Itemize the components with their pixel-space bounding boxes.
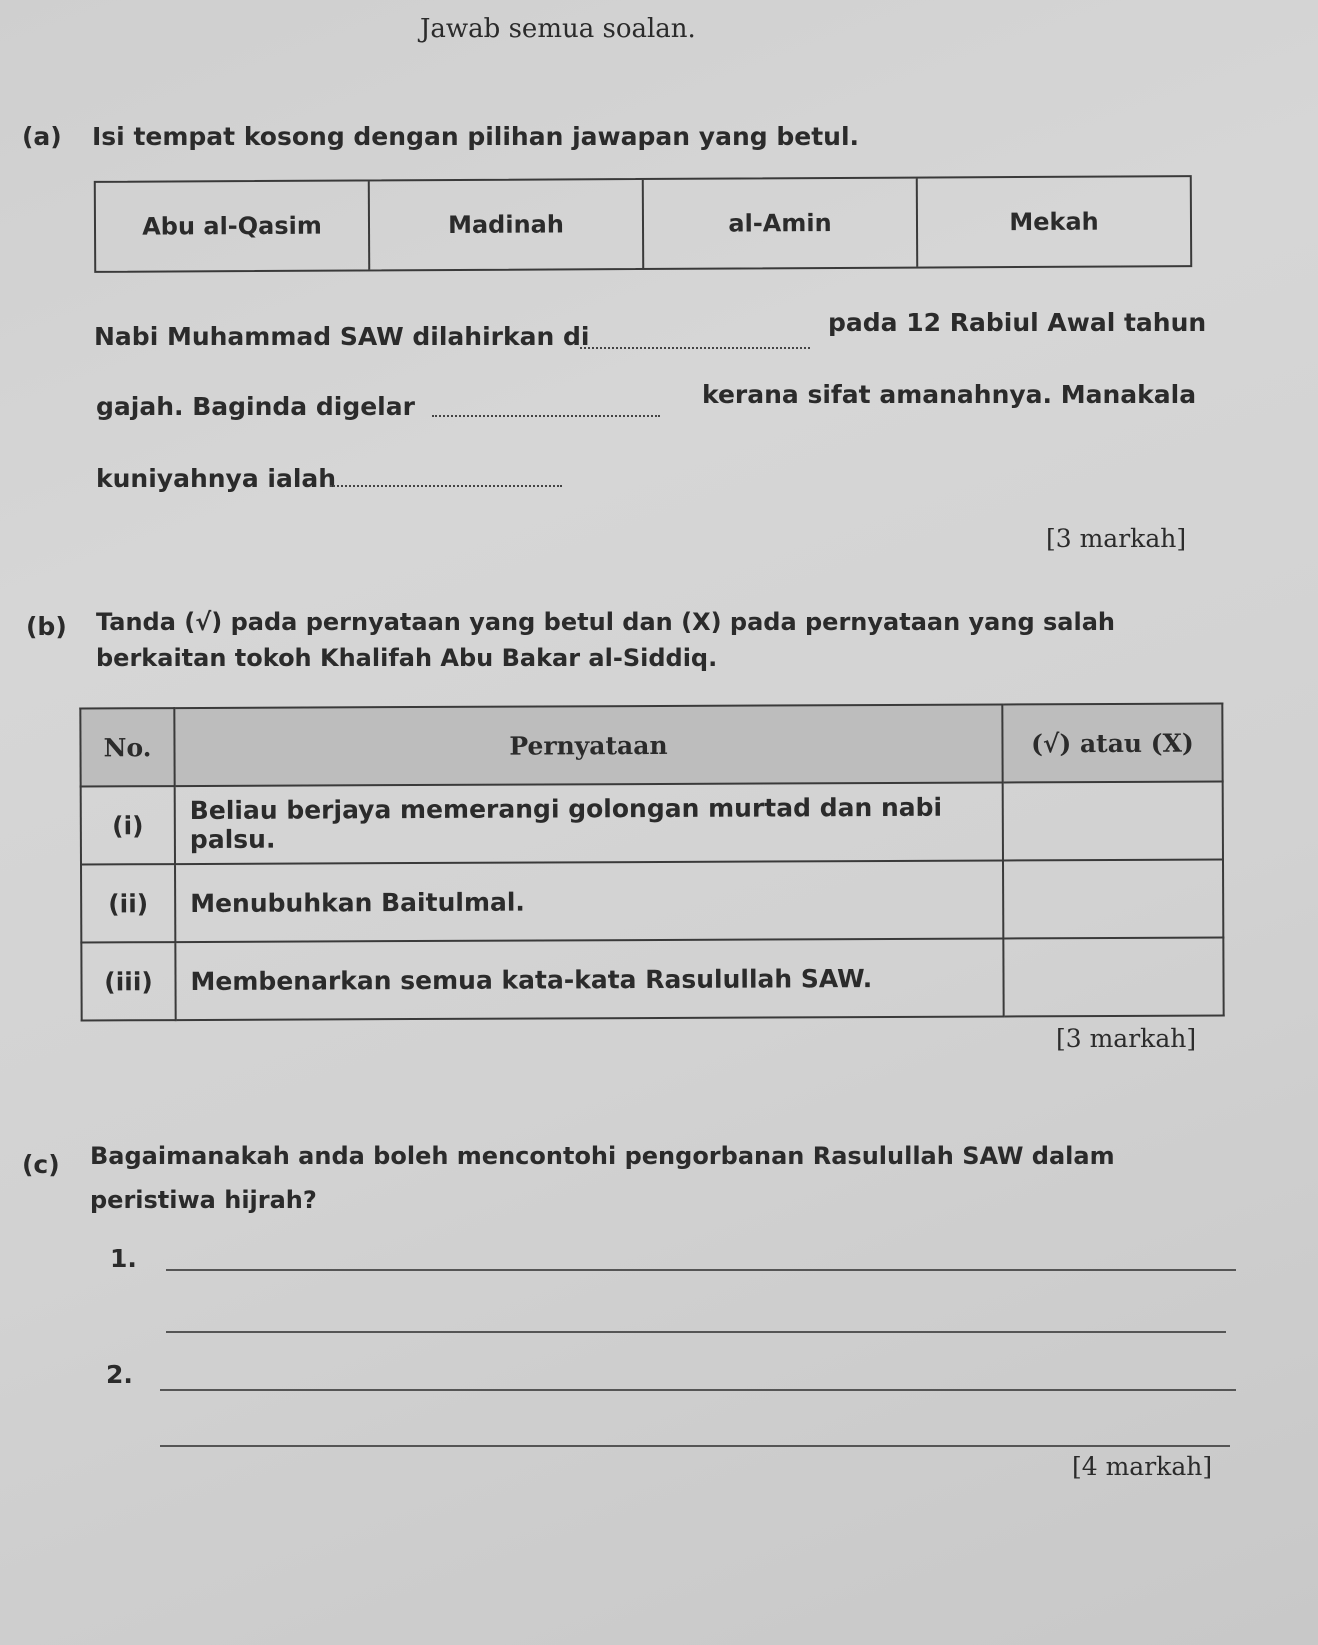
instruction-text: Jawab semua soalan. [420, 14, 696, 44]
fill-sentence-1-start: Nabi Muhammad SAW dilahirkan di [94, 322, 590, 351]
row-statement: Membenarkan semua kata-kata Rasulullah SAW. [175, 938, 1003, 1020]
row-mark-cell[interactable] [1003, 860, 1223, 939]
answer-number-1: 1. [110, 1244, 137, 1273]
part-c-prompt-line2: peristiwa hijrah? [90, 1186, 317, 1214]
row-mark-cell[interactable] [1003, 938, 1223, 1017]
choice-4: Mekah [1009, 207, 1099, 237]
part-a-prompt: Isi tempat kosong dengan pilihan jawapan yang betul. [92, 122, 860, 151]
fill-sentence-3-start: kuniyahnya ialah [96, 464, 337, 493]
statement-table [79, 703, 1224, 1022]
part-b-label: (b) [26, 612, 67, 641]
header-mark: (√) atau (X) [1002, 704, 1222, 783]
answer-line-2b[interactable] [160, 1444, 1230, 1447]
part-b-prompt-line1: Tanda (√) pada pernyataan yang betul dan (X) pada pernyataan yang salah [96, 608, 1115, 636]
choice-2: Madinah [370, 180, 644, 269]
blank-3[interactable] [330, 484, 562, 487]
row-number: (ii) [81, 864, 175, 942]
row-statement: Menubuhkan Baitulmal. [175, 860, 1003, 942]
part-c-marks: [4 markah] [1072, 1452, 1213, 1481]
choice-1: Abu al-Qasim [96, 181, 370, 270]
part-b-prompt-line2: berkaitan tokoh Khalifah Abu Bakar al-Siddiq. [96, 644, 718, 672]
table-row [81, 938, 1223, 1021]
row-number: (iii) [81, 942, 175, 1020]
part-c-label: (c) [22, 1150, 60, 1179]
row-statement: Beliau berjaya memerangi golongan murtad dan nabi palsu. [175, 782, 1003, 864]
fill-sentence-1-end: pada 12 Rabiul Awal tahun [828, 308, 1207, 337]
blank-1[interactable] [580, 346, 810, 349]
answer-line-1a[interactable] [166, 1268, 1236, 1271]
row-number: (i) [81, 786, 175, 864]
table-row [81, 860, 1223, 943]
part-a-marks: [3 markah] [1046, 524, 1187, 553]
table-row [81, 782, 1223, 865]
row-mark-cell[interactable] [1003, 782, 1223, 861]
answer-line-1b[interactable] [166, 1330, 1226, 1333]
header-no: No. [80, 708, 174, 786]
part-c-prompt-line1: Bagaimanakah anda boleh mencontohi pengorbanan Rasulullah SAW dalam [90, 1142, 1115, 1170]
part-b-marks: [3 markah] [1056, 1024, 1197, 1053]
table-header-row [80, 704, 1222, 787]
answer-line-2a[interactable] [160, 1388, 1236, 1391]
answer-choices-box [94, 175, 1192, 273]
answer-number-2: 2. [106, 1360, 133, 1389]
fill-sentence-2-start: gajah. Baginda digelar [96, 392, 415, 421]
blank-2[interactable] [432, 414, 660, 417]
choice-3: al-Amin [644, 179, 918, 268]
part-a-label: (a) [22, 122, 62, 151]
fill-sentence-2-end: kerana sifat amanahnya. Manakala [702, 380, 1197, 409]
header-statement: Pernyataan [174, 704, 1002, 786]
